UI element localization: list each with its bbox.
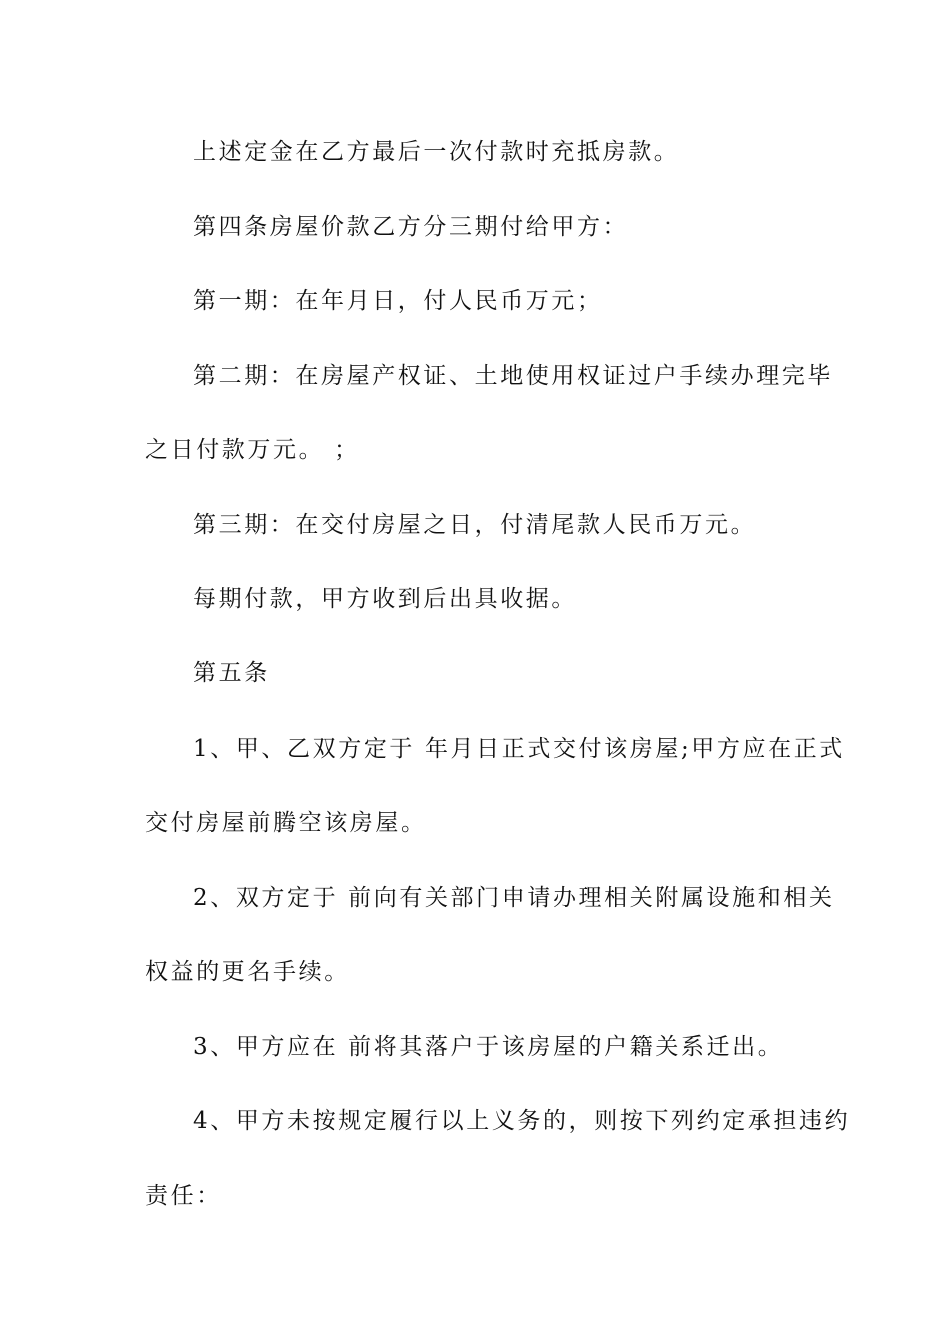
paragraph-line: 第四条房屋价款乙方分三期付给甲方： <box>193 214 629 240</box>
paragraph-line: 责任： <box>145 1183 222 1209</box>
paragraph-line: 2、双方定于 前向有关部门申请办理相关附属设施和相关 <box>193 885 835 911</box>
paragraph-line: 之日付款万元。 ； <box>145 437 360 463</box>
paragraph-line: 第五条 <box>193 660 270 686</box>
paragraph-line: 第一期：在年月日，付人民币万元； <box>193 288 603 314</box>
paragraph-line: 第三期：在交付房屋之日，付清尾款人民币万元。 <box>193 512 757 538</box>
paragraph-line: 1、甲、乙双方定于 年月日正式交付该房屋;甲方应在正式 <box>193 736 845 762</box>
paragraph-line: 第二期：在房屋产权证、土地使用权证过户手续办理完毕 <box>193 363 833 389</box>
paragraph-line: 4、甲方未按规定履行以上义务的，则按下列约定承担违约 <box>193 1108 851 1134</box>
paragraph-line: 每期付款，甲方收到后出具收据。 <box>193 586 577 612</box>
paragraph-line: 3、甲方应在 前将其落户于该房屋的户籍关系迁出。 <box>193 1034 784 1060</box>
paragraph-line: 交付房屋前腾空该房屋。 <box>145 810 427 836</box>
paragraph-line: 权益的更名手续。 <box>145 959 350 985</box>
paragraph-line: 上述定金在乙方最后一次付款时充抵房款。 <box>193 139 680 165</box>
